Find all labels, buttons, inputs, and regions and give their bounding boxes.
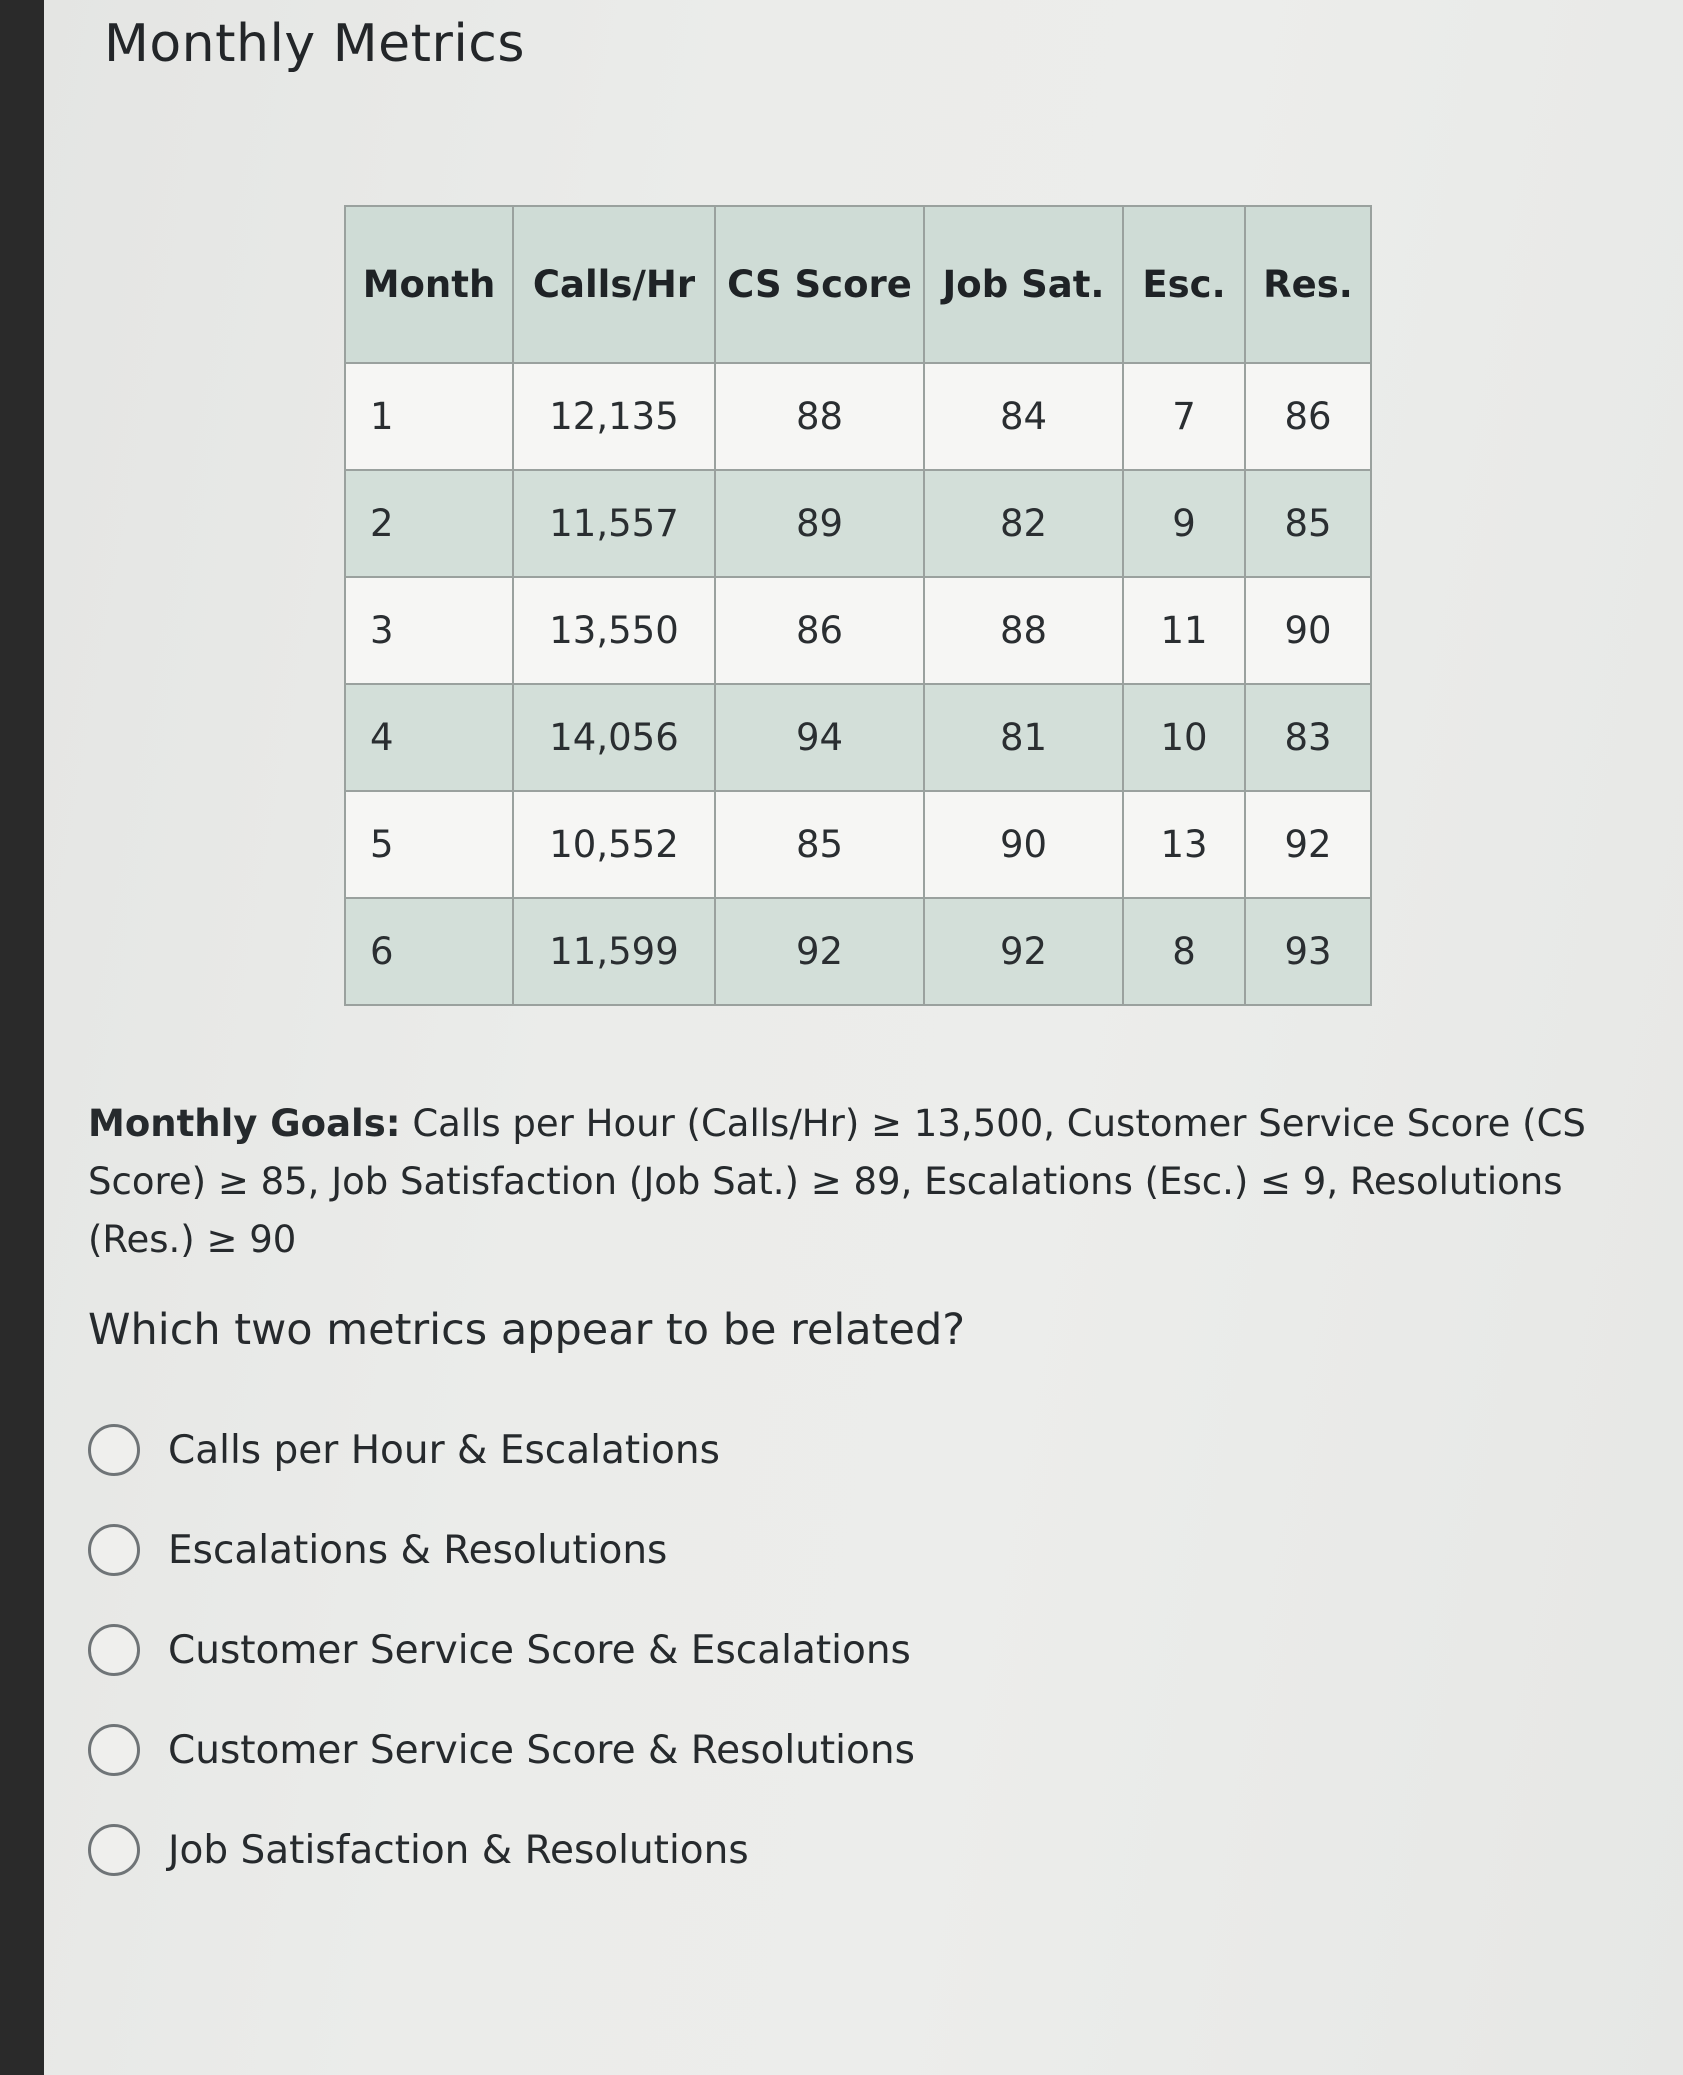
table-row [345, 363, 1371, 470]
cell-cs-score: 85 [715, 791, 924, 898]
cell-job-sat: 88 [924, 577, 1123, 684]
option-label: Job Satisfaction & Resolutions [168, 1827, 749, 1873]
cell-esc: 10 [1123, 684, 1245, 791]
cell-res: 85 [1245, 470, 1371, 577]
cell-esc: 13 [1123, 791, 1245, 898]
cell-cs-score: 94 [715, 684, 924, 791]
monthly-goals [88, 1095, 1668, 1269]
metrics-table [344, 205, 1372, 1006]
cell-cs-score: 86 [715, 577, 924, 684]
cell-month: 5 [345, 791, 513, 898]
cell-calls-per-hour: 13,550 [513, 577, 715, 684]
cell-job-sat: 82 [924, 470, 1123, 577]
table-row [345, 898, 1371, 1005]
cell-job-sat: 90 [924, 791, 1123, 898]
cell-cs-score: 89 [715, 470, 924, 577]
table-row [345, 684, 1371, 791]
cell-cs-score: 88 [715, 363, 924, 470]
option-cs-score-escalations[interactable] [88, 1600, 915, 1700]
cell-calls-per-hour: 11,557 [513, 470, 715, 577]
option-label: Customer Service Score & Resolutions [168, 1727, 915, 1773]
option-cs-score-resolutions[interactable] [88, 1700, 915, 1800]
option-label: Customer Service Score & Escalations [168, 1627, 911, 1673]
radio-button-icon[interactable] [88, 1824, 140, 1876]
goals-label: Monthly Goals: [88, 1102, 401, 1145]
table-row [345, 577, 1371, 684]
page-title: Monthly Metrics [104, 14, 525, 74]
table-row [345, 791, 1371, 898]
cell-esc: 7 [1123, 363, 1245, 470]
goals-text: Calls per Hour (Calls/Hr) ≥ 13,500, Customer Service Score (CS Score) ≥ 85, Job Satisfaction (Job Sat.) ≥ 89, Escalations (Esc.) ≤ 9, Resolutions (Res.) ≥ 90 [88, 1102, 1586, 1261]
cell-esc: 9 [1123, 470, 1245, 577]
table-row [345, 470, 1371, 577]
cell-esc: 8 [1123, 898, 1245, 1005]
option-escalations-resolutions[interactable] [88, 1500, 915, 1600]
screen [44, 0, 1683, 2075]
header-cs-score: CS Score [715, 206, 924, 363]
cell-month: 6 [345, 898, 513, 1005]
cell-esc: 11 [1123, 577, 1245, 684]
radio-button-icon[interactable] [88, 1624, 140, 1676]
cell-month: 4 [345, 684, 513, 791]
cell-month: 2 [345, 470, 513, 577]
cell-calls-per-hour: 14,056 [513, 684, 715, 791]
radio-button-icon[interactable] [88, 1724, 140, 1776]
header-res: Res. [1245, 206, 1371, 363]
cell-job-sat: 81 [924, 684, 1123, 791]
radio-button-icon[interactable] [88, 1524, 140, 1576]
cell-cs-score: 92 [715, 898, 924, 1005]
answer-options [88, 1400, 915, 1900]
cell-res: 83 [1245, 684, 1371, 791]
cell-month: 1 [345, 363, 513, 470]
cell-month: 3 [345, 577, 513, 684]
option-label: Calls per Hour & Escalations [168, 1427, 720, 1473]
cell-calls-per-hour: 12,135 [513, 363, 715, 470]
header-job-sat: Job Sat. [924, 206, 1123, 363]
option-job-sat-resolutions[interactable] [88, 1800, 915, 1900]
cell-res: 93 [1245, 898, 1371, 1005]
cell-job-sat: 92 [924, 898, 1123, 1005]
option-label: Escalations & Resolutions [168, 1527, 668, 1573]
cell-res: 90 [1245, 577, 1371, 684]
table-header-row [345, 206, 1371, 363]
cell-calls-per-hour: 11,599 [513, 898, 715, 1005]
header-calls-per-hour: Calls/Hr [513, 206, 715, 363]
header-month: Month [345, 206, 513, 363]
cell-res: 92 [1245, 791, 1371, 898]
question-prompt: Which two metrics appear to be related? [88, 1305, 966, 1355]
cell-job-sat: 84 [924, 363, 1123, 470]
header-esc: Esc. [1123, 206, 1245, 363]
radio-button-icon[interactable] [88, 1424, 140, 1476]
option-calls-escalations[interactable] [88, 1400, 915, 1500]
cell-res: 86 [1245, 363, 1371, 470]
cell-calls-per-hour: 10,552 [513, 791, 715, 898]
